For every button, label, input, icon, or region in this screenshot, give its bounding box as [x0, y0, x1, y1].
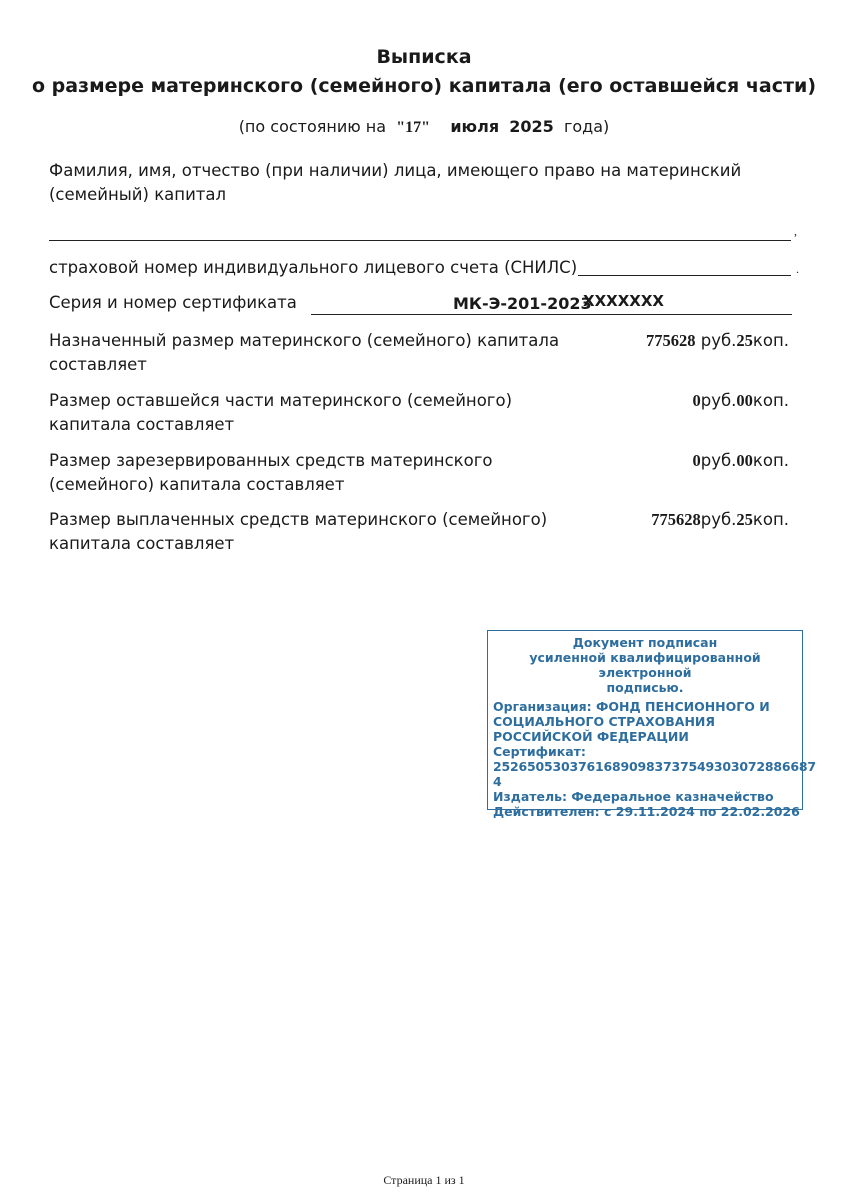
rub-value: 775628: [651, 510, 701, 529]
fio-comma: ,: [794, 224, 797, 238]
as-of-day: "17": [396, 119, 430, 136]
rub-value: 0: [692, 391, 701, 410]
stamp-body: [488, 699, 816, 819]
rub-value: 775628: [646, 331, 696, 350]
stamp-org: СОЦИАЛЬНОГО СТРАХОВАНИЯ: [493, 714, 716, 729]
amount-label-line2: составляет: [49, 355, 147, 374]
amount-label-line1: Размер выплаченных средств материнского (семейного): [49, 510, 548, 529]
amount-label-line2: (семейного) капитала составляет: [49, 475, 345, 494]
snils-period: .: [796, 262, 799, 276]
kop-value: 25: [736, 510, 753, 529]
stamp-head-line: электронной: [598, 665, 692, 680]
kop-value: 25: [736, 331, 753, 350]
stamp-header: [488, 635, 802, 695]
amount-paid-label: [49, 508, 609, 556]
cert-line: [311, 314, 792, 315]
stamp-cert-label: Сертификат:: [493, 744, 586, 759]
as-of-date: [0, 117, 848, 137]
kop-unit: коп.: [752, 451, 789, 470]
rub-unit: руб.: [695, 331, 737, 350]
as-of-month: июля: [450, 117, 500, 136]
kop-value: 00: [736, 451, 753, 470]
amount-label-line1: Размер зарезервированных средств материнского: [49, 451, 493, 470]
amount-paid-value: [651, 510, 789, 530]
stamp-org: РОССИЙСКОЙ ФЕДЕРАЦИИ: [493, 729, 689, 744]
amount-remaining-value: [692, 391, 789, 411]
stamp-head-line: усиленной квалифицированной: [529, 650, 761, 665]
fio-line: [49, 240, 791, 241]
stamp-head-line: подписью.: [606, 680, 684, 695]
fio-label-line2: (семейный) капитал: [49, 185, 227, 204]
cert-label: Серия и номер сертификата: [49, 293, 297, 312]
amount-label-line1: Назначенный размер материнского (семейного) капитала: [49, 331, 560, 350]
document-subtitle: о размере материнского (семейного) капитала (его оставшейся части): [31, 75, 817, 97]
stamp-validity: Действителен: с 29.11.2024 по 22.02.2026: [493, 804, 800, 819]
rub-value: 0: [692, 451, 701, 470]
rub-unit: руб.: [700, 510, 737, 529]
amount-label-line2: капитала составляет: [49, 534, 235, 553]
cert-masked-number: XXXXXXX: [583, 292, 664, 310]
kop-value: 00: [736, 391, 753, 410]
stamp-cert-number: 25265053037616890983737549303072886687​4: [493, 759, 816, 789]
kop-unit: коп.: [752, 331, 789, 350]
cert-value: МК-Э-201-2023: [453, 294, 592, 313]
stamp-issuer: Издатель: Федеральное казначейство: [493, 789, 774, 804]
electronic-signature-stamp: [487, 630, 816, 819]
kop-unit: коп.: [752, 391, 789, 410]
snils-label: страховой номер индивидуального лицевого счета (СНИЛС): [49, 258, 578, 277]
amount-reserved-value: [692, 451, 789, 471]
as-of-suffix: года): [563, 117, 610, 136]
stamp-org: Организация: ФОНД ПЕНСИОННОГО И: [493, 699, 770, 714]
amount-assigned-label: [49, 329, 609, 377]
snils-line: [578, 275, 791, 276]
amount-reserved-label: [49, 449, 609, 497]
document-title: Выписка: [376, 46, 472, 68]
rub-unit: руб.: [700, 391, 737, 410]
as-of-year: 2025: [509, 117, 554, 136]
kop-unit: коп.: [752, 510, 789, 529]
amount-assigned-value: [646, 331, 789, 351]
amount-label-line1: Размер оставшейся части материнского (семейного): [49, 391, 513, 410]
rub-unit: руб.: [700, 451, 737, 470]
amount-label-line2: капитала составляет: [49, 415, 235, 434]
stamp-head-line: Документ подписан: [572, 635, 718, 650]
as-of-prefix: (по состоянию на: [238, 117, 387, 136]
fio-label-line1: Фамилия, имя, отчество (при наличии) лица, имеющего право на материнский: [49, 161, 742, 180]
amount-remaining-label: [49, 389, 609, 437]
page-counter: Страница 1 из 1: [383, 1173, 465, 1187]
fio-label: [49, 159, 809, 207]
